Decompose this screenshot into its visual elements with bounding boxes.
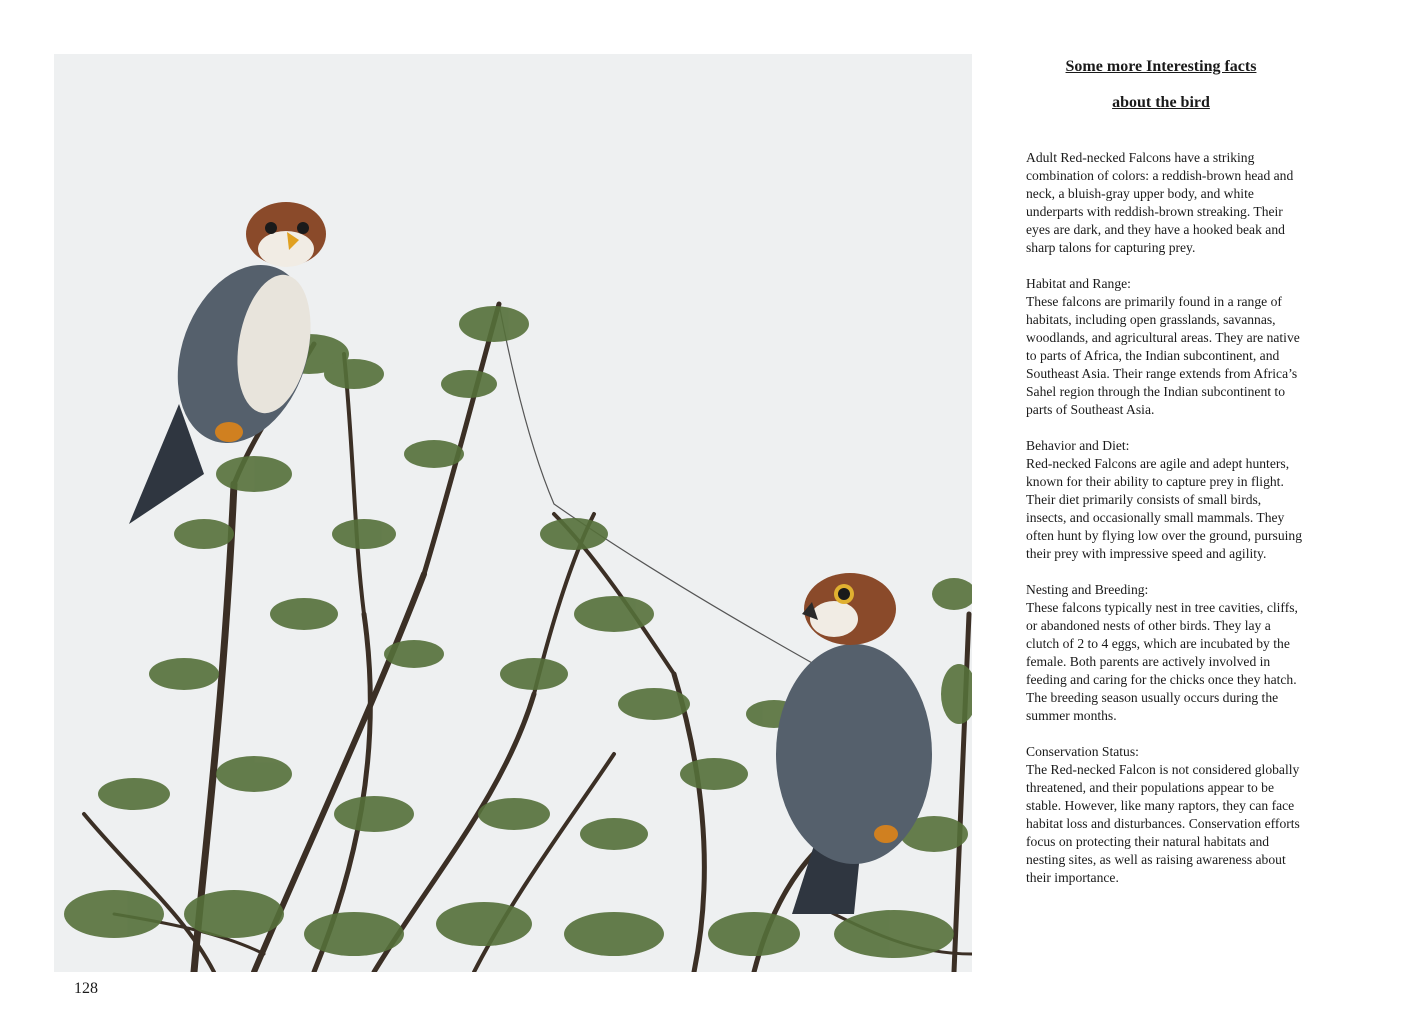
- section-title-habitat: Habitat and Range:: [1026, 276, 1131, 291]
- facts-column: [1026, 149, 1302, 905]
- falcon-illustration: [54, 54, 972, 972]
- section-body-conservation: The Red-necked Falcon is not considered globally threatened, and their populations appear to be stable. However, like many raptors, they can face habitat loss and disturbances. Conservation efforts focus on protecting their natural habitats and nesting sites, as well as raising awareness about their importance.: [1026, 762, 1300, 885]
- section-title-nesting: Nesting and Breeding:: [1026, 582, 1149, 597]
- section-title-behavior: Behavior and Diet:: [1026, 438, 1130, 453]
- section-body-habitat: These falcons are primarily found in a range of habitats, including open grasslands, savannas, woodlands, and agricultural areas. They are native to parts of Africa, the Indian subcontinent, and Southeast Asia. Their range extends from Africa’s Sahel region through the Indian subcontinent to parts of Southeast Asia.: [1026, 294, 1300, 417]
- section-title-conservation: Conservation Status:: [1026, 744, 1139, 759]
- heading-line-1: Some more Interesting facts: [1065, 58, 1257, 75]
- falcon-photo: [54, 54, 972, 972]
- intro-paragraph: Adult Red-necked Falcons have a striking combination of colors: a reddish-brown head and neck, a bluish-gray upper body, and white underparts with reddish-brown streaking. Their eyes are dark, and they have a hooked beak and sharp talons for capturing prey.: [1026, 150, 1294, 255]
- section-body-nesting: These falcons typically nest in tree cavities, cliffs, or abandoned nests of other birds. They lay a clutch of 2 to 4 eggs, which are incubated by the female. Both parents are actively involved in feeding and caring for the chicks once they hatch. The breeding season usually occurs during the summer months.: [1026, 600, 1298, 723]
- facts-heading: [1020, 54, 1302, 116]
- page-number: 128: [74, 980, 98, 997]
- heading-line-2: about the bird: [1112, 94, 1210, 111]
- section-body-behavior: Red-necked Falcons are agile and adept hunters, known for their ability to capture prey in flight. Their diet primarily consists of small birds, insects, and occasionally small mammals. They often hunt by flying low over the ground, pursuing their prey with impressive speed and agility.: [1026, 456, 1302, 561]
